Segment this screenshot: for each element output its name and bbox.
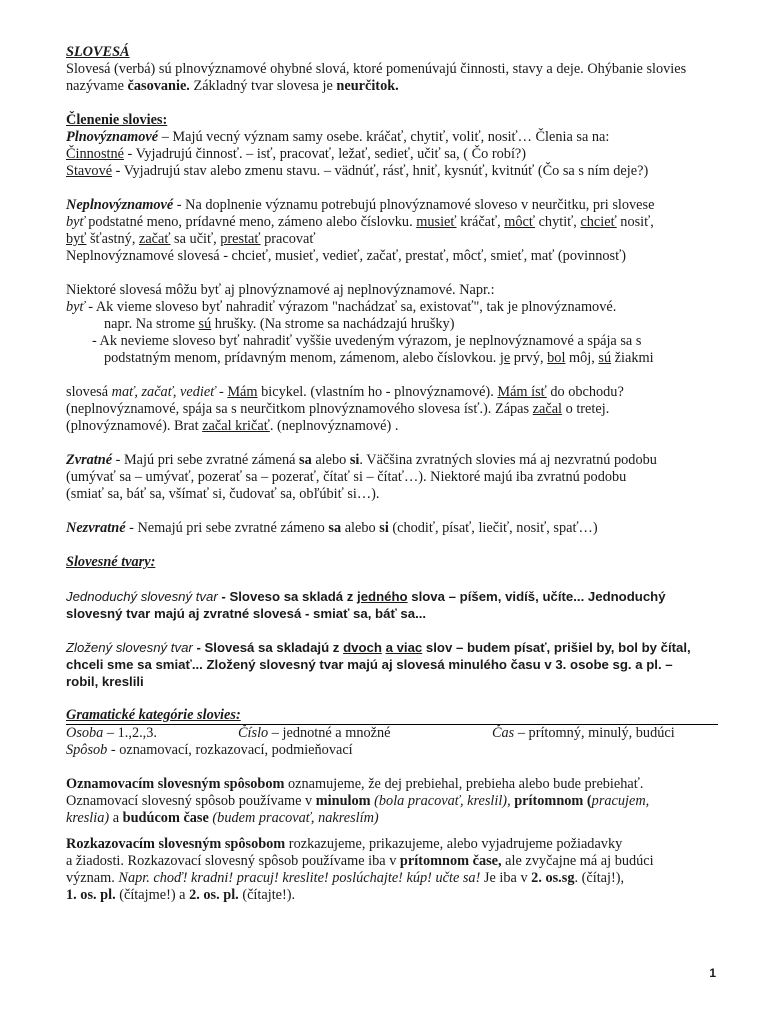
byt-line-3: podstatným menom, prídavným menom, zámenom, alebo číslovkou. je prvý, bol môj, sú žiakmi xyxy=(104,350,654,366)
rozkaz-line-3: význam. Napr. choď! kradni! pracuj! kreslite! poslúchajte! kúp! učte sa! Je iba v 2. os.sg. (čítaj!), xyxy=(66,870,625,886)
mat-line-1: slovesá mať, začať, vedieť - Mám bicykel. (vlastním ho - plnovýznamové). Mám ísť do obchodu? xyxy=(66,384,624,400)
zvratne-line-1: Zvratné - Majú pri sebe zvratné zámená sa alebo si. Väčšina zvratných slovies má aj nezvratnú podobu xyxy=(66,452,657,468)
byt-line-1: byť - Ak vieme sloveso byť nahradiť výrazom "nachádzať sa, existovať", tak je plnovýznamové. xyxy=(66,299,617,315)
kategorie-cas: Čas – prítomný, minulý, budúci xyxy=(492,725,675,741)
cinnostne-line: Činnostné - Vyjadrujú činnosť. – isť, pracovať, ležať, sedieť, učiť sa, ( Čo robí?) xyxy=(66,146,527,162)
byt-example: napr. Na strome sú hrušky. (Na strome sa nachádzajú hrušky) xyxy=(104,316,455,332)
page-number: 1 xyxy=(709,966,716,980)
zvratne-line-3: (smiať sa, báť sa, všímať si, čudovať sa, obľúbiť si…). xyxy=(66,486,380,502)
zlozeny-line-2: chceli sme sa smiať... Zložený slovesný tvar majú aj slovesá minulého času v 3. osobe sg. a pl. – xyxy=(66,657,673,672)
page-title: SLOVESÁ xyxy=(66,44,130,60)
kategorie-cislo: Číslo – jednotné a množné xyxy=(238,725,391,741)
kategorie-row xyxy=(66,725,716,742)
byt-line-2: - Ak nevieme sloveso byť nahradiť vyššie uvedeným výrazom, je neplnovýznamové a spája sa s xyxy=(92,333,642,349)
zvratne-line-2: (umývať sa – umývať, pozerať sa – pozerať, čítať si – čítať…). Niektoré majú iba zvratnú podobu xyxy=(66,469,627,485)
rozkaz-line-2: a žiadosti. Rozkazovací slovesný spôsob používame iba v prítomnom čase, ale zvyčajne má aj budúci xyxy=(66,853,654,869)
rozkaz-line-1: Rozkazovacím slovesným spôsobom rozkazujeme, prikazujeme, alebo vyjadrujeme požiadavky xyxy=(66,836,623,852)
kategorie-osoba: Osoba – 1.,2.,3. xyxy=(66,725,157,741)
document-page xyxy=(66,44,716,904)
oznam-line-2: Oznamovací slovesný spôsob používame v minulom (bola pracovať, kreslil), prítomnom (pracujem, xyxy=(66,793,650,809)
intro-paragraph: Slovesá (verbá) sú plnovýznamové ohybné slová, ktoré pomenúvajú činnosti, stavy a deje. Ohýbanie slovies nazývame časovanie. Základný tvar slovesa je neurčitok. xyxy=(66,61,687,94)
zlozeny-line-3: robil, kreslili xyxy=(66,674,144,689)
mat-line-3: (plnovýznamové). Brat začal kričať. (neplnovýznamové) . xyxy=(66,418,399,434)
zlozeny-line-1: Zložený slovesný tvar - Slovesá sa skladajú z dvoch a viac slov – budem písať, prišiel by, bol by čítal, xyxy=(66,640,691,655)
kategorie-sposob: Spôsob - oznamovací, rozkazovací, podmieňovací xyxy=(66,742,353,758)
neplnovyznamove-line-2: byť podstatné meno, prídavné meno, zámeno alebo číslovku. musieť kráčať, môcť chytiť, chcieť nosiť, xyxy=(66,214,654,230)
neplnovyznamove-list: Neplnovýznamové slovesá - chcieť, musieť, vedieť, začať, prestať, môcť, smieť, mať (povinnosť) xyxy=(66,248,626,264)
jednoduchy-line-2: slovesný tvar majú aj zvratné slovesá - smiať sa, báť sa... xyxy=(66,606,427,621)
neplnovyznamove-line-1: Neplnovýznamové - Na doplnenie významu potrebujú plnovýznamové sloveso v neurčitku, pri slovese xyxy=(66,197,655,213)
rozkaz-line-4: 1. os. pl. (čítajme!) a 2. os. pl. (čítajte!). xyxy=(66,887,296,903)
tvary-heading: Slovesné tvary: xyxy=(66,554,156,570)
nezvratne-line: Nezvratné - Nemajú pri sebe zvratné zámeno sa alebo si (chodiť, písať, liečiť, nosiť, spať…) xyxy=(66,520,598,536)
oznam-line-3: kreslia) a budúcom čase (budem pracovať, nakreslím) xyxy=(66,810,379,826)
stavove-line: Stavové - Vyjadrujú stav alebo zmenu stavu. – vädnúť, rásť, hniť, kysnúť, kvitnúť (Čo sa s ním deje?) xyxy=(66,163,649,179)
kategorie-heading: Gramatické kategórie slovies: xyxy=(66,707,718,725)
neplnovyznamove-line-3: byť šťastný, začať sa učiť, prestať pracovať xyxy=(66,231,316,247)
mat-line-2: (neplnovýznamové, spája sa s neurčitkom plnovýznamového slovesa ísť.). Zápas začal o tretej. xyxy=(66,401,610,417)
plnovyznamove-line: Plnovýznamové – Majú vecný význam samy osebe. kráčať, chytiť, voliť, nosiť… Členia sa na: xyxy=(66,129,610,145)
byt-intro: Niektoré slovesá môžu byť aj plnovýznamové aj neplnovýznamové. Napr.: xyxy=(66,282,495,298)
jednoduchy-line-1: Jednoduchý slovesný tvar - Sloveso sa skladá z jedného slova – píšem, vidíš, učíte... Jednoduchý xyxy=(66,589,666,604)
oznam-line-1: Oznamovacím slovesným spôsobom oznamujeme, že dej prebiehal, prebieha alebo bude prebiehať. xyxy=(66,776,644,792)
clenenie-heading: Členenie slovies: xyxy=(66,112,168,128)
